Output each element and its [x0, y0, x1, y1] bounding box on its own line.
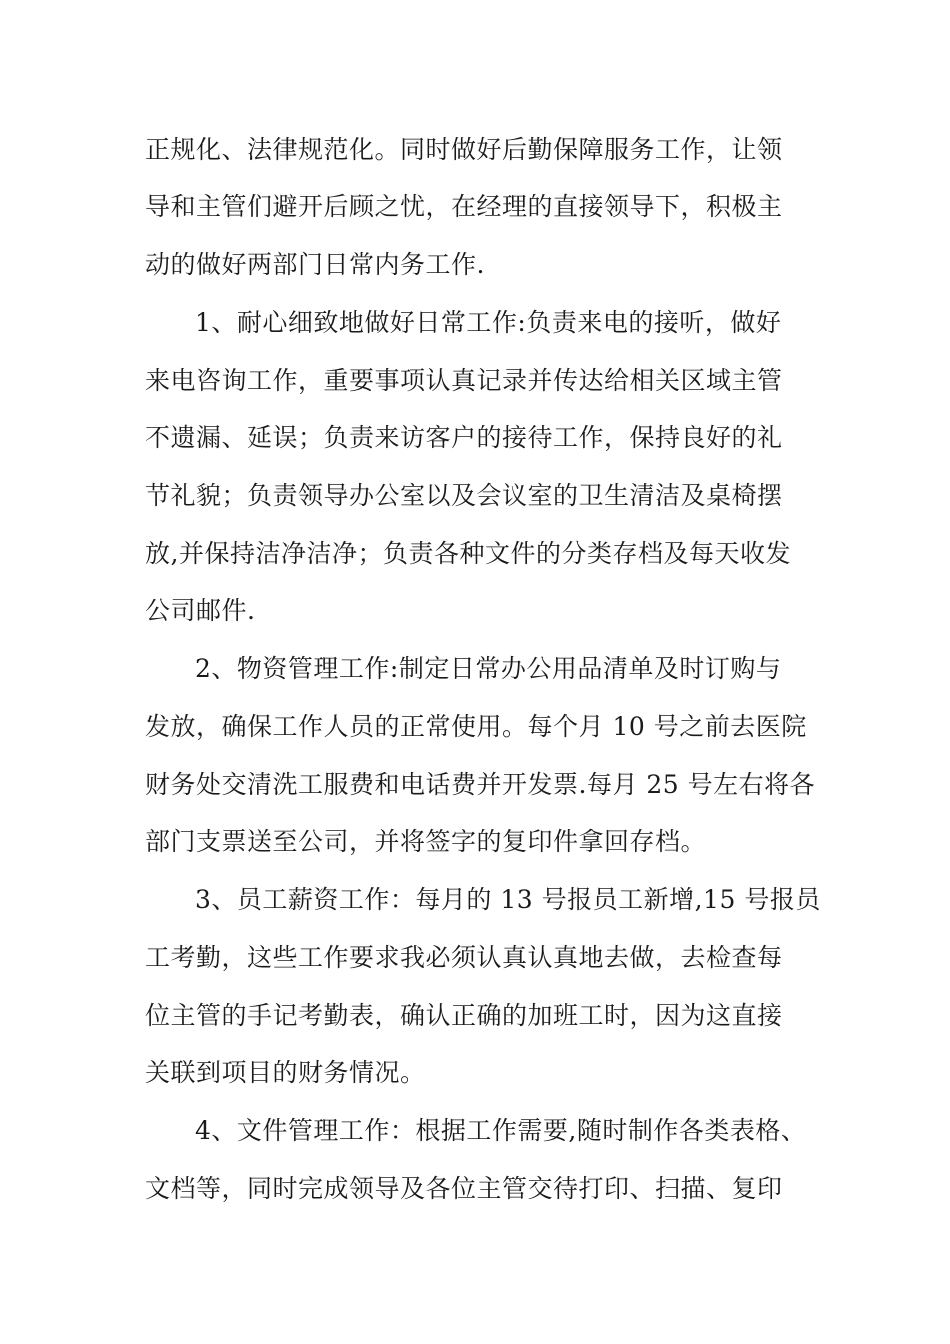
text-line: 放,并保持洁净洁净；负责各种文件的分类存档及每天收发 [145, 539, 791, 568]
paragraph-3-first-line: 3、员工薪资工作：每月的 13 号报员工新增,15 号报员 [195, 885, 821, 914]
text-line: 发放，确保工作人员的正常使用。每个月 10 号之前去医院 [145, 712, 807, 741]
paragraph-1-first-line: 1、耐心细致地做好日常工作:负责来电的接听，做好 [195, 308, 782, 337]
text-line: 位主管的手记考勤表，确认正确的加班工时，因为这直接 [145, 1001, 783, 1030]
paragraph-2-first-line: 2、物资管理工作:制定日常办公用品清单及时订购与 [195, 654, 782, 683]
text-line: 来电咨询工作，重要事项认真记录并传达给相关区域主管 [145, 366, 783, 395]
text-line: 正规化、法律规范化。同时做好后勤保障服务工作，让领 [145, 135, 783, 164]
paragraph-4-first-line: 4、文件管理工作：根据工作需要,随时制作各类表格、 [195, 1116, 807, 1145]
text-line: 导和主管们避开后顾之忧，在经理的直接领导下，积极主 [145, 192, 783, 221]
text-line: 动的做好两部门日常内务工作. [145, 250, 485, 279]
text-line: 财务处交清洗工服费和电话费并开发票.每月 25 号左右将各 [145, 770, 816, 799]
text-line: 节礼貌；负责领导办公室以及会议室的卫生清洁及桌椅摆 [145, 481, 783, 510]
text-line: 工考勤，这些工作要求我必须认真认真地去做，去检查每 [145, 943, 783, 972]
text-line: 部门支票送至公司，并将签字的复印件拿回存档。 [145, 827, 707, 856]
text-line: 不遗漏、延误；负责来访客户的接待工作，保持良好的礼 [145, 423, 783, 452]
text-line: 关联到项目的财务情况。 [145, 1058, 426, 1087]
text-line: 文档等，同时完成领导及各位主管交待打印、扫描、复印 [145, 1174, 783, 1203]
text-line: 公司邮件. [145, 596, 256, 625]
